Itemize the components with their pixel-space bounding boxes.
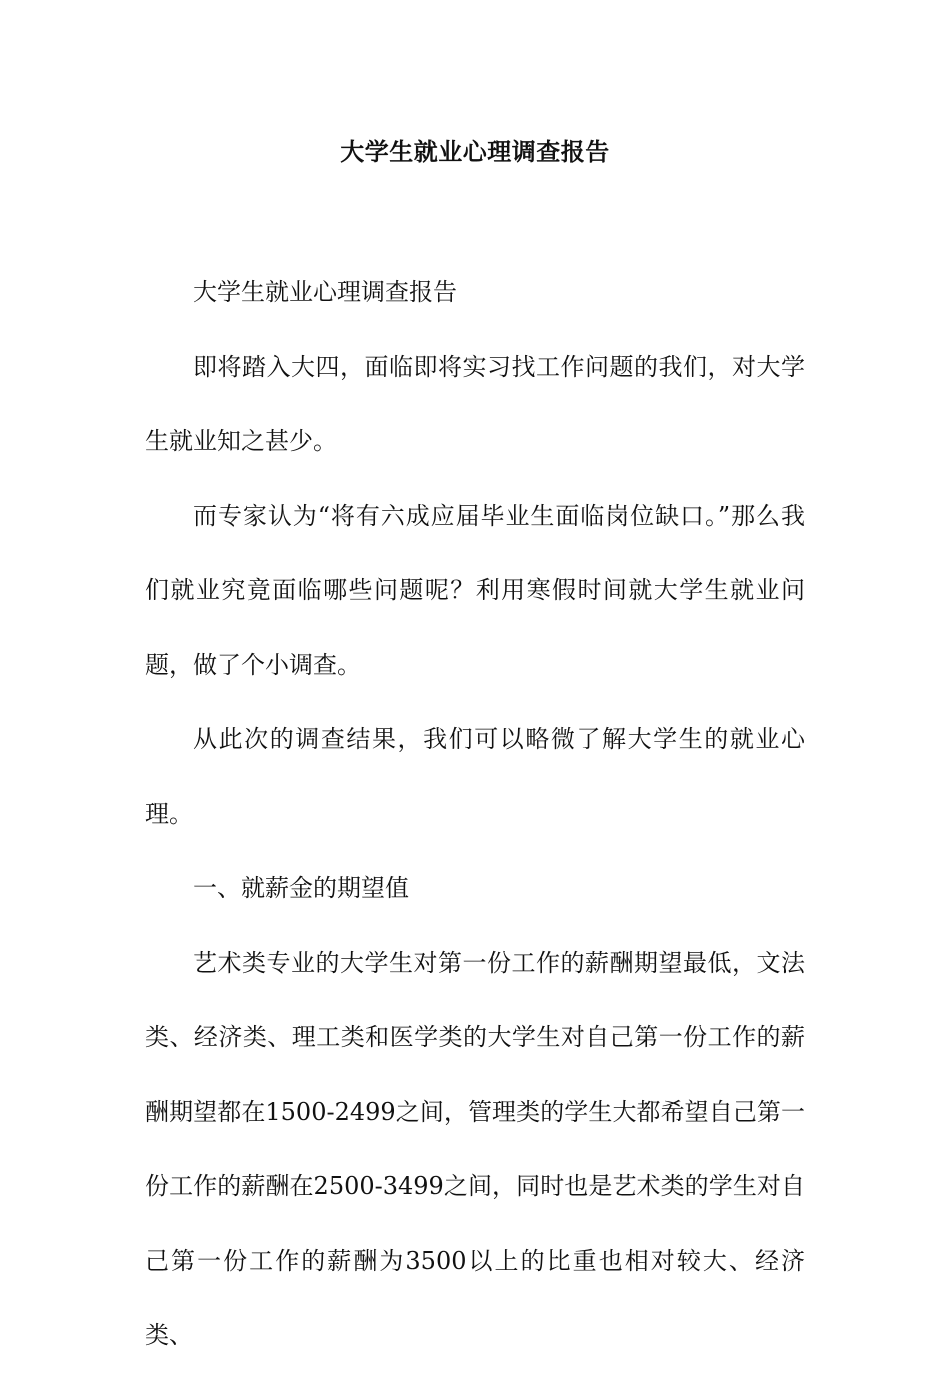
paragraph-survey-result: 从此次的调查结果，我们可以略微了解大学生的就业心理。 bbox=[145, 725, 805, 828]
paragraph-expert-opinion: 而专家认为“将有六成应届毕业生面临岗位缺口。”那么我们就业究竟面临哪些问题呢？利用寒假时间就大学生就业问题，做了个小调查。 bbox=[145, 501, 805, 679]
paragraph-intro: 即将踏入大四，面临即将实习找工作问题的我们，对大学生就业知之甚少。 bbox=[145, 352, 805, 455]
document-title: 大学生就业心理调查报告 bbox=[340, 137, 610, 166]
paragraph-subtitle: 大学生就业心理调查报告 bbox=[193, 278, 457, 306]
section-heading-salary: 一、就薪金的期望值 bbox=[193, 874, 409, 902]
document-body bbox=[145, 255, 805, 1373]
paragraph-salary-expectation: 艺术类专业的大学生对第一份工作的薪酬期望最低，文法类、经济类、理工类和医学类的大学生对自己第一份工作的薪酬期望都在1500-2499之间，管理类的学生大都希望自己第一份工作的薪酬在2500-3499之间，同时也是艺术类的学生对自己第一份工作的薪酬为3500以上的比重也相对较大、经济类、 bbox=[145, 948, 805, 1349]
